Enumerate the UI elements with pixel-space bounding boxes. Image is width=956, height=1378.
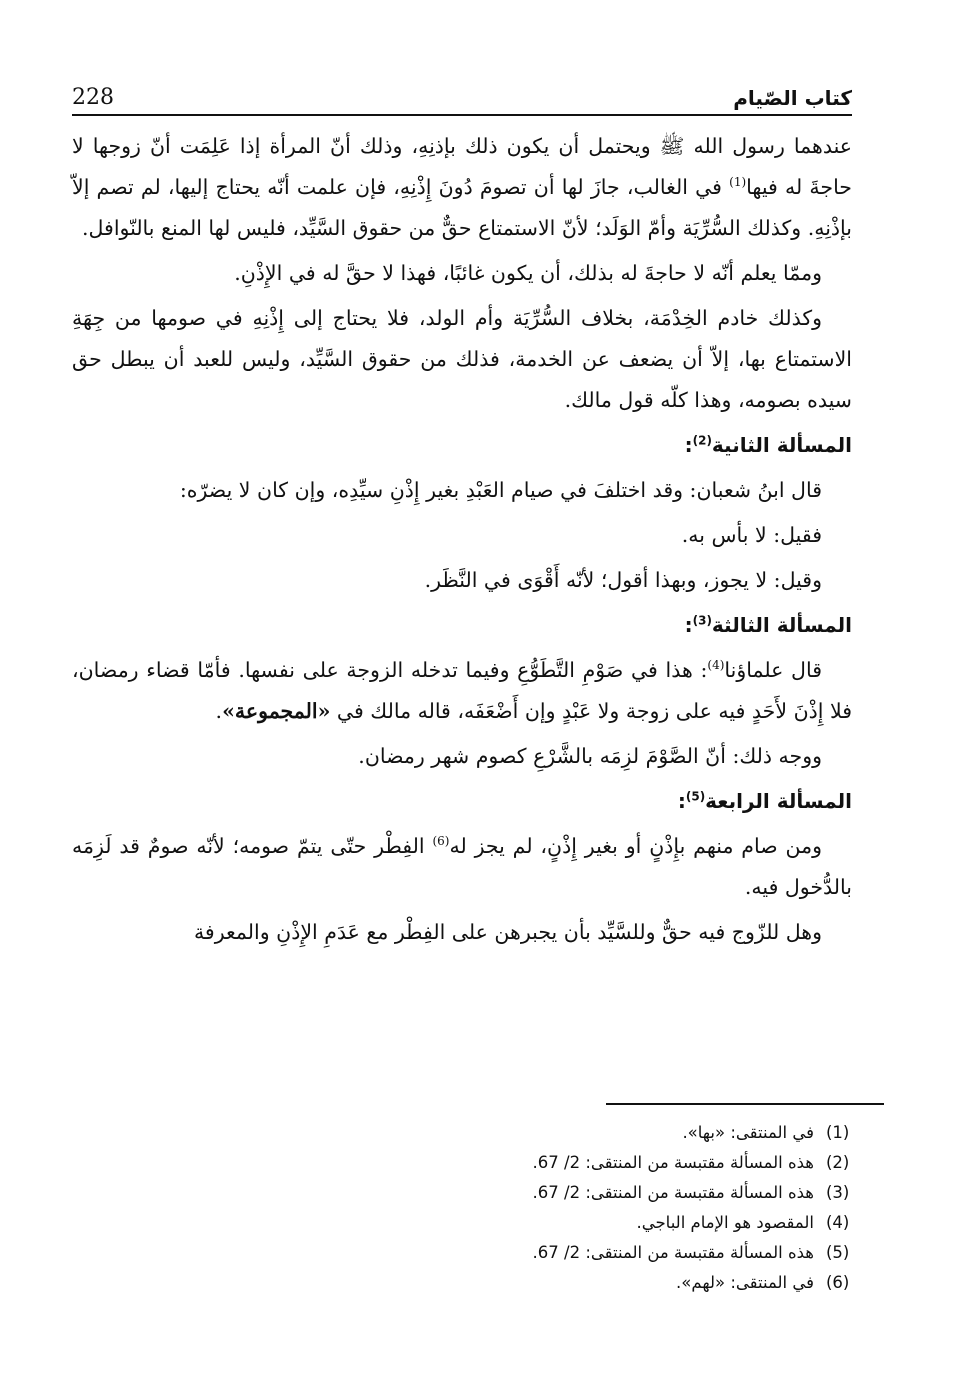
paragraph: وممّا يعلم أنّه لا حاجةَ له بذلك، أن يكون غائبًا، فهذا لا حقَّ له في الإِذْنِ.: [234, 261, 822, 285]
footnote-text: هذه المسألة مقتبسة من المنتقى: 2/ 67.: [532, 1153, 814, 1172]
footnote: [252, 1268, 852, 1298]
book-title: «المجموعة»: [222, 699, 331, 723]
footnote-marker: (6): [432, 834, 450, 849]
footnote-number: (1): [826, 1123, 850, 1142]
main-text: [72, 126, 852, 953]
paragraph: ووجه ذلك: أنّ الصَّوْمَ لزِمَه بالشَّرْعِ كصوم شهر رمضان.: [358, 744, 822, 768]
footnote-marker: (3): [692, 613, 712, 628]
footnote-text: هذه المسألة مقتبسة من المنتقى: 2/ 67.: [532, 1243, 814, 1262]
footnote-number: (5): [826, 1243, 850, 1262]
paragraph: فقيل: لا بأس به.: [681, 523, 822, 547]
footnotes: [252, 1118, 852, 1298]
footnote-marker: (2): [692, 433, 712, 448]
page-number: 228: [72, 85, 114, 110]
paragraph: وكذلك خادم الخِدْمَة، بخلاف السُّرِّيَة وأم الولد، فلا يحتاج إلى إِذْنِهِ في صومها من جِهَةِ الاستمتاع بها، إلاّ أن يضعف عن الخدمة، فذلك من حقوق السَّيِّد، وليس للعبد أن يبطل حق سيده بصومه، وهذا كلّه قول مالك.: [72, 306, 852, 412]
footnote: [252, 1208, 852, 1238]
page-header: [72, 70, 852, 116]
paragraph: وهل للزّوج فيه حقٌّ وللسَّيِّد بأن يجبرهن على الفِطْر مع عَدَمِ الإِذْنِ والمعرفة: [193, 920, 822, 944]
section-heading: المسألة الرابعة$^{(5)}$:: [677, 789, 852, 813]
book-page: [72, 70, 852, 957]
section-heading: المسألة الثانية$^{(2)}$:: [684, 433, 852, 457]
footnote: [252, 1148, 852, 1178]
footnote-text: هذه المسألة مقتبسة من المنتقى: 2/ 67.: [532, 1183, 814, 1202]
footnote-number: (6): [826, 1273, 850, 1292]
footnote-number: (4): [826, 1213, 850, 1232]
footnote: [252, 1178, 852, 1208]
footnote: [252, 1118, 852, 1148]
footnote-number: (2): [826, 1153, 850, 1172]
footnote-text: في المنتقى: «بها».: [682, 1123, 814, 1142]
footnote-marker: (5): [685, 789, 706, 804]
footnote-marker: (1): [729, 175, 747, 190]
section-heading: المسألة الثالثة$^{(3)}$:: [684, 613, 852, 637]
footnote-marker: (4): [707, 658, 725, 673]
footnote-divider: [606, 1103, 884, 1105]
paragraph: ومن صام منهم بإِذْنٍ أو بغير إِذْنٍ، لم يجز له$^{(6)}$ الفِطْر حتّى يتمّ صومه؛ لأنّه صومٌ قد لَزِمَه بالدُّخول فيه.: [72, 834, 852, 899]
paragraph: قال ابنُ شعبان: وقد اختلفَ في صيام العَبْدِ بغير إِذْنِ سيِّدِه، وإن كان لا يضرّه:: [179, 478, 822, 502]
footnote-text: في المنتقى: «لهم».: [676, 1273, 814, 1292]
footnote-text: المقصود هو الإمام الباجي.: [636, 1213, 814, 1232]
paragraph: عندهما رسول الله ﷺ ويحتمل أن يكون ذلك بإذنِهِ، وذلك أنّ المرأة إذا عَلِمَت أنّ زوجها لا حاجةَ له فيها$^{(1)}$ في الغالب، جازَ لها أن تصومَ دُونَ إِذْنِهِ، فإن علمت أنّه يحتاج إليها، لم تصم إلاّ بإذْنِهِ. وكذلك السُّرِّيَة وأمّ الوَلَد؛ لأنّ الاستمتاع حقٌّ من حقوق السَّيِّد، فليس لها المنع بالنّوافل.: [72, 134, 852, 240]
running-title: كتاب الصّيام: [733, 86, 852, 110]
paragraph: وقيل: لا يجوز، وبهذا أقول؛ لأنّه أَقْوَى في النَّظَر.: [424, 568, 822, 592]
footnote-number: (3): [826, 1183, 850, 1202]
footnote: [252, 1238, 852, 1268]
paragraph: قال علماؤنا$^{(4)}$: هذا في صَوْمِ التَّطَوُّعِ وفيما تدخله الزوجة على نفسها. فأمّا قضاء رمضان، فلا إِذْنَ لأَحَدٍ فيه على زوجة ولا عَبْدٍ وإن أَضْعَفَه، قاله مالك في «المجموعة».: [72, 658, 852, 723]
